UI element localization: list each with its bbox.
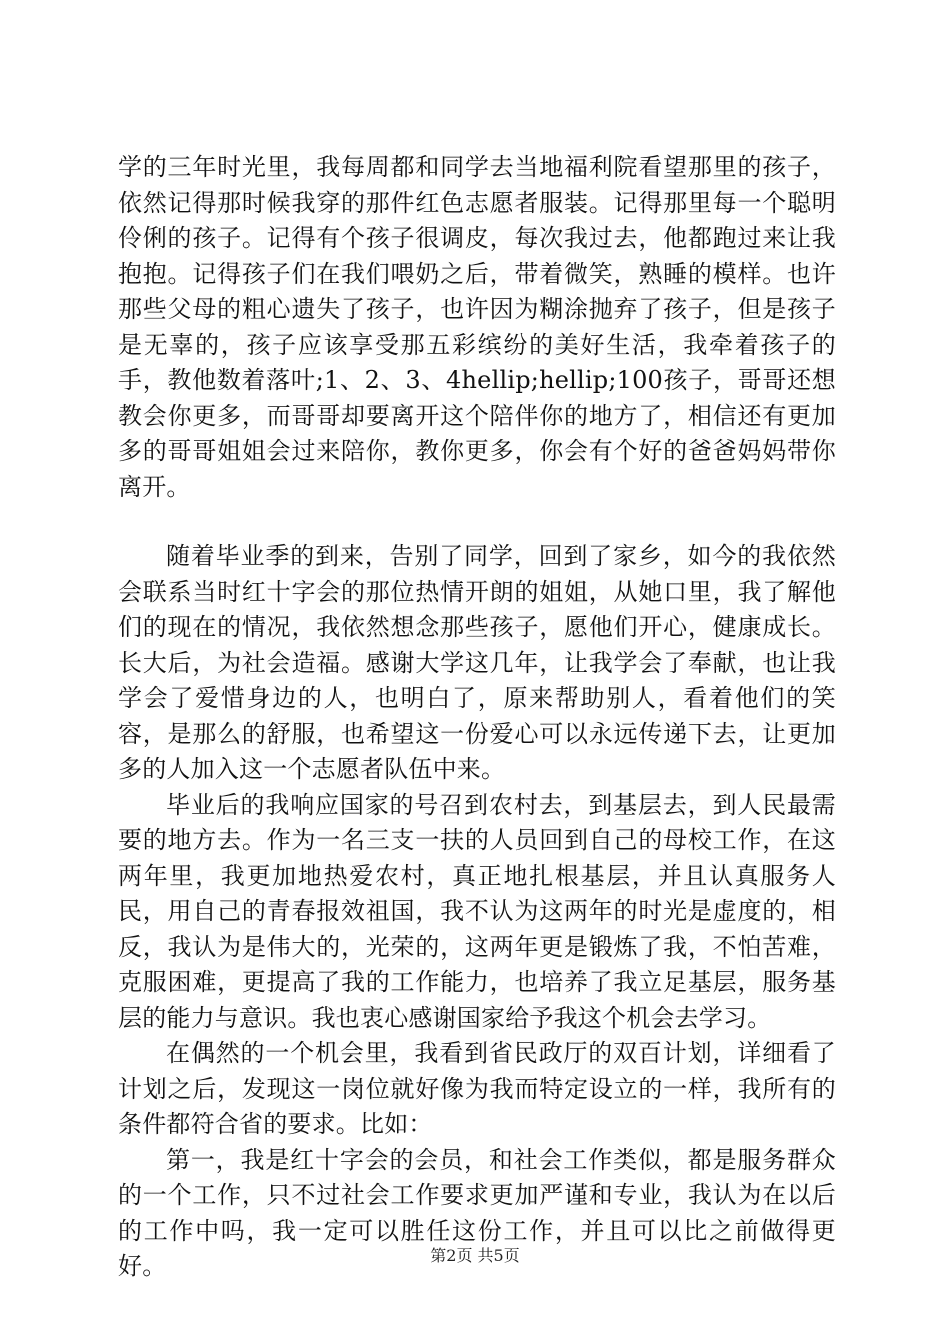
paragraph-4: 在偶然的一个机会里，我看到省民政厅的双百计划，详细看了计划之后，发现这一岗位就好像为我而特定设立的一样，我所有的条件都符合省的要求。比如：: [118, 1039, 836, 1138]
paragraph-gap: [118, 505, 836, 539]
page-number-footer: 第2页 共5页: [430, 1246, 520, 1265]
paragraph-3: 毕业后的我响应国家的号召到农村去，到基层去，到人民最需要的地方去。作为一名三支一扶的人员回到自己的母校工作，在这两年里，我更加地热爱农村，真正地扎根基层，并且认真服务人民，用自己的青春报效祖国，我不认为这两年的时光是虚度的，相反，我认为是伟大的，光荣的，这两年更是锻炼了我，不怕苦难，克服困难，更提高了我的工作能力，也培养了我立足基层，服务基层的能力与意识。我也衷心感谢国家给予我这个机会去学习。: [118, 790, 836, 1032]
paragraph-2: 随着毕业季的到来，告别了同学，回到了家乡，如今的我依然会联系当时红十字会的那位热情开朗的姐姐，从她口里，我了解他们的现在的情况，我依然想念那些孩子，愿他们开心，健康成长。长大后，为社会造福。感谢大学这几年，让我学会了奉献，也让我学会了爱惜身边的人，也明白了，原来帮助别人，看着他们的笑容，是那么的舒服，也希望这一份爱心可以永远传递下去，让更加多的人加入这一个志愿者队伍中来。: [118, 542, 836, 783]
document-body: [118, 150, 836, 1285]
paragraph-1: 学的三年时光里，我每周都和同学去当地福利院看望那里的孩子，依然记得那时候我穿的那件红色志愿者服装。记得那里每一个聪明伶俐的孩子。记得有个孩子很调皮，每次我过去，他都跑过来让我抱抱。记得孩子们在我们喂奶之后，带着微笑，熟睡的模样。也许那些父母的粗心遗失了孩子，也许因为糊涂抛弃了孩子，但是孩子是无辜的，孩子应该享受那五彩缤纷的美好生活，我牵着孩子的手，教他数着落叶;1、2、3、4hellip;hellip;100孩子，哥哥还想教会你更多，而哥哥却要离开这个陪伴你的地方了，相信还有更加多的哥哥姐姐会过来陪你，教你更多，你会有个好的爸爸妈妈带你离开。: [118, 153, 836, 501]
paragraph-5: 第一，我是红十字会的会员，和社会工作类似，都是服务群众的一个工作，只不过社会工作要求更加严谨和专业，我认为在以后的工作中吗，我一定可以胜任这份工作，并且可以比之前做得更好。: [118, 1145, 836, 1280]
